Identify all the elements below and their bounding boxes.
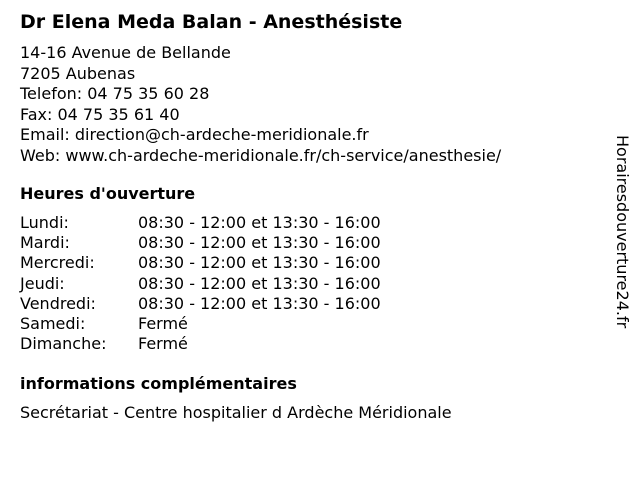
hours-time: Fermé — [138, 334, 188, 354]
hours-time: 08:30 - 12:00 et 13:30 - 16:00 — [138, 273, 381, 293]
hours-time: 08:30 - 12:00 et 13:30 - 16:00 — [138, 253, 381, 273]
hours-day: Jeudi: — [20, 273, 65, 293]
fax-line: Fax: 04 75 35 61 40 — [20, 104, 180, 124]
address-street: 14-16 Avenue de Bellande — [20, 43, 231, 62]
hours-day: Dimanche: — [20, 334, 107, 354]
hours-day: Samedi: — [20, 313, 86, 333]
site-watermark: Horairesdouverture24.fr — [613, 135, 632, 329]
hours-time: Fermé — [138, 313, 188, 333]
opening-hours-heading: Heures d'ouverture — [20, 184, 196, 203]
contact-block — [20, 43, 501, 166]
page-title: Dr Elena Meda Balan - Anesthésiste — [20, 11, 403, 33]
hours-day: Vendredi: — [20, 293, 96, 313]
phone-line: Telefon: 04 75 35 60 28 — [20, 84, 210, 103]
hours-time: 08:30 - 12:00 et 13:30 - 16:00 — [138, 233, 381, 253]
additional-info-heading: informations complémentaires — [20, 374, 297, 393]
hours-time: 08:30 - 12:00 et 13:30 - 16:00 — [138, 213, 381, 232]
web-line: Web: www.ch-ardeche-meridionale.fr/ch-service/anesthesie/ — [20, 145, 502, 165]
hours-time: 08:30 - 12:00 et 13:30 - 16:00 — [138, 293, 381, 313]
additional-info-text: Secrétariat - Centre hospitalier d Ardèche Méridionale — [20, 403, 452, 422]
hours-day: Mardi: — [20, 233, 70, 253]
hours-day: Lundi: — [20, 213, 69, 232]
hours-day: Mercredi: — [20, 253, 95, 273]
email-line: Email: direction@ch-ardeche-meridionale.fr — [20, 125, 369, 144]
address-city: 7205 Aubenas — [20, 63, 136, 83]
